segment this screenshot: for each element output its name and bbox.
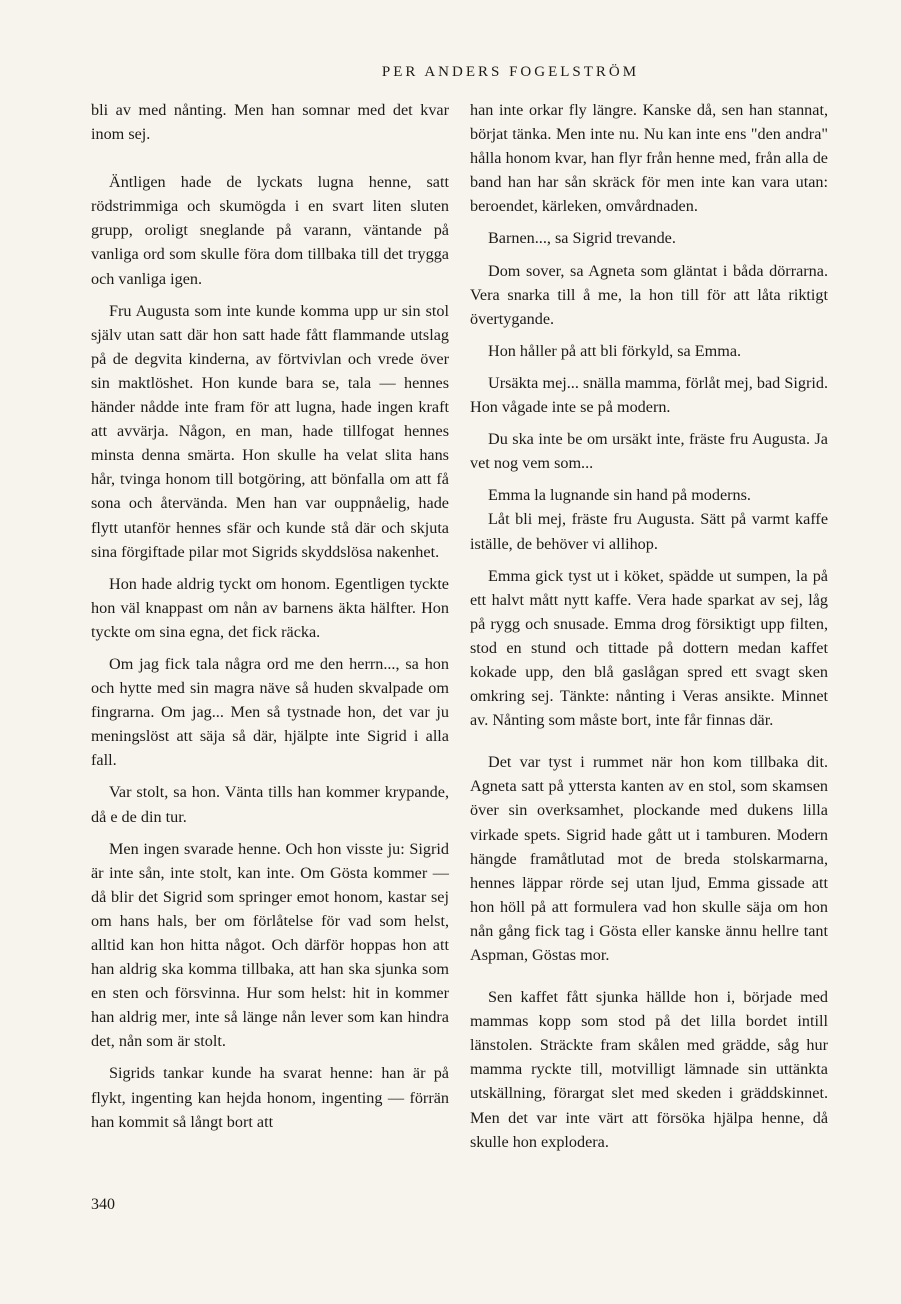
paragraph: Hon hade aldrig tyckt om honom. Egentligen tyckte hon väl knappast om nån av barnens äkta hälfter. Hon tyckte om sina egna, det fick räcka. xyxy=(91,574,449,641)
right-column xyxy=(470,98,828,1154)
paragraph: bli av med nånting. Men han somnar med det kvar inom sej. xyxy=(91,101,449,144)
left-column xyxy=(91,98,449,1134)
paragraph: Dom sover, sa Agneta som gläntat i båda dörrarna. Vera snarka till å me, la hon till för att låta riktigt övertygande. xyxy=(470,261,828,328)
paragraph: Fru Augusta som inte kunde komma upp ur sin stol själv utan satt där hon satt hade fått flammande utslag på de degvita kinderna, av förtvivlan och vrede över sin maktlöshet. Hon kunde bara se, tala — hennes händer nådde inte fram för att lugna, hade ingen kraft att avvärja. Någon, en man, hade tillfogat hennes minsta denna smärta. Hon skulle ha velat slita hans hår, tvinga honom till botgöring, att bönfalla om att få sona och återvända. Men han var ouppnåelig, hade flytt utanför hennes sfär och kunde stå där och skjuta sina förgiftade pilar mot Sigrids skyddslösa nakenhet. xyxy=(91,301,449,561)
paragraph: Sigrids tankar kunde ha svarat henne: han är på flykt, ingenting kan hejda honom, ingenting — förrän han kommit så långt bort att xyxy=(91,1064,449,1131)
paragraph: Emma gick tyst ut i köket, spädde ut sumpen, la på ett halvt mått nytt kaffe. Vera hade sparkat av sej, låg på rygg och snusade. Emma drog försiktigt upp filten, stod en stund och tittade på dottern medan kaffet kokade upp, den blå gaslågan spred ett svagt sken omkring sej. Tänkte: nånting i Veras ansikte. Minnet av. Nånting som måste bort, inte får finnas där. xyxy=(470,566,828,730)
paragraph: Om jag fick tala några ord me den herrn..., sa hon och hytte med sin magra näve så huden skvalpade om fingrarna. Om jag... Men så tystnade hon, det var ju meningslöst att säja så där, hjälpte inte Sigrid i alla fall. xyxy=(91,654,449,770)
paragraph: han inte orkar fly längre. Kanske då, sen han stannat, börjat tänka. Men inte nu. Nu kan inte ens "den andra" hålla honom kvar, han flyr från henne med, från alla de band han har sån skräck för men inte kan vara utan: beroendet, kärleken, omvårdnaden. xyxy=(470,101,828,216)
paragraph: Barnen..., sa Sigrid trevande. xyxy=(488,229,676,248)
paragraph: Det var tyst i rummet när hon kom tillbaka dit. Agneta satt på yttersta kanten av en stol, som skamsen över sin overksamhet, plockande med dukens lilla virkade spets. Sigrid hade gått ut i tamburen. Modern hängde framåtlutad mot de breda stolskarmarna, hennes läppar rörde sej utan ljud, Emma gissade att hon höll på att formulera vad hon skulle säja om hon nån gång fick tag i Gösta eller kanske ännu hellre tant Aspman, Göstas mor. xyxy=(470,753,828,964)
paragraph: Hon håller på att bli förkyld, sa Emma. xyxy=(488,341,742,360)
running-header: PER ANDERS FOGELSTRÖM xyxy=(381,64,640,80)
paragraph: Emma la lugnande sin hand på moderns. xyxy=(488,486,751,505)
page-number: 340 xyxy=(91,1196,115,1213)
paragraph: Du ska inte be om ursäkt inte, fräste fru Augusta. Ja vet nog vem som... xyxy=(470,430,828,473)
paragraph: Låt bli mej, fräste fru Augusta. Sätt på varmt kaffe iställe, de behöver vi allihop. xyxy=(470,510,828,553)
paragraph: Ursäkta mej... snälla mamma, förlåt mej, bad Sigrid. Hon vågade inte se på modern. xyxy=(470,373,828,417)
paragraph: Äntligen hade de lyckats lugna henne, satt rödstrimmiga och skumögda i en svart liten sluten grupp, oroligt sneglande på varann, väntande på vanliga ord som skulle föra dom tillbaka till det trygga och vanliga igen. xyxy=(91,173,449,288)
paragraph: Men ingen svarade henne. Och hon visste ju: Sigrid är inte sån, inte stolt, kan inte. Om Gösta kommer — då blir det Sigrid som springer emot honom, kastar sej om hans hals, ber om förlåtelse för vad som helst, alltid kan hon hitta något. Och därför hoppas hon att han aldrig ska komma tillbaka, att han ska sjunka som en sten och försvinna. Hur som helst: hit in kommer han aldrig mer, inte så länge nån lever som kan hindra det, nån som är stolt. xyxy=(91,839,449,1051)
paragraph: Var stolt, sa hon. Vänta tills han kommer krypande, då e de din tur. xyxy=(91,783,449,826)
paragraph: Sen kaffet fått sjunka hällde hon i, började med mammas kopp som stod på det lilla bordet intill länstolen. Sträckte fram skålen med grädde, såg hur mamma ryckte till, motvilligt lämnade sin uttänkta utskällning, förargat slet med skeden i gräddskinnet. Men det var inte värt att försöka hjälpa henne, då skulle hon explodera. xyxy=(470,988,828,1151)
